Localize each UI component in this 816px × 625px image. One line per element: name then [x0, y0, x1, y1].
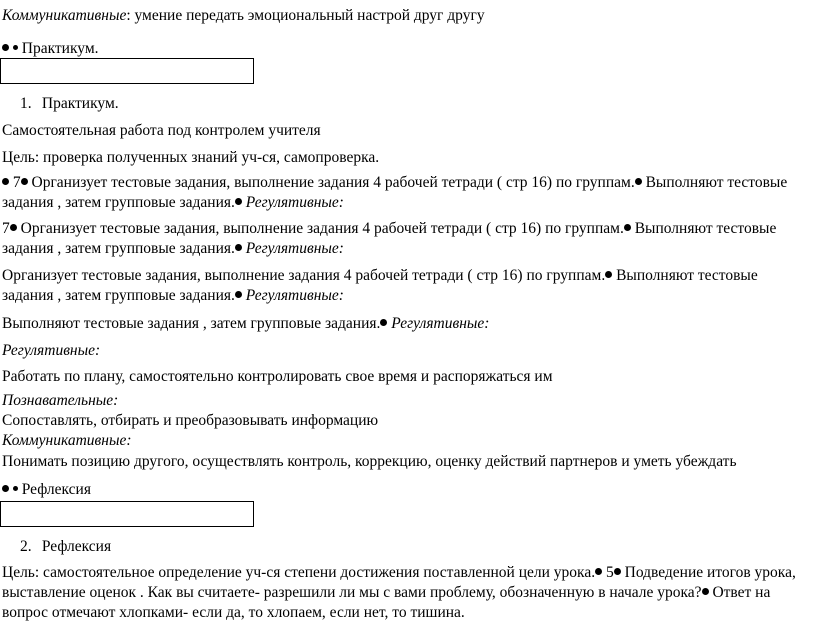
step-paragraph-3	[2, 266, 782, 306]
bullet-icon	[235, 244, 242, 251]
bullet-icon	[2, 44, 9, 51]
list-number: 1.	[20, 95, 32, 112]
paragraph-work: Самостоятельная работа под контролем учителя	[2, 122, 321, 139]
numbered-item-2	[20, 537, 111, 557]
empty-field-box	[0, 58, 254, 84]
regulatory-heading: Регулятивные:	[2, 342, 101, 359]
step-paragraph-4	[2, 314, 489, 334]
bullet-icon	[235, 291, 242, 298]
numbered-item-1	[20, 94, 119, 114]
final-goal-text: Цель: самостоятельное определение уч-ся степени достижения поставленной цели урока.	[2, 564, 596, 581]
bullet-icon	[624, 224, 631, 231]
cognitive-heading: Познавательные:	[2, 392, 119, 409]
bullet-practicum	[2, 39, 99, 59]
step-number: 7	[12, 174, 21, 191]
list-number: 2.	[20, 538, 32, 555]
organize-text: Организует тестовые задания, выполнение задания 4 рабочей тетради ( стр 16) по группам.	[2, 267, 606, 284]
bullet-reflection-text: Рефлексия	[21, 481, 91, 498]
regulatory-label: Регулятивные:	[391, 315, 490, 332]
empty-field-box	[0, 501, 254, 527]
bullet-icon	[10, 224, 17, 231]
organize-text: Организует тестовые задания, выполнение задания 4 рабочей тетради ( стр 16) по группам.	[20, 220, 624, 237]
bullet-icon	[13, 45, 18, 50]
final-paragraph	[2, 563, 808, 623]
perform-text: Выполняют	[645, 174, 724, 191]
bullet-practicum-text: Практикум.	[21, 40, 99, 57]
bullet-icon	[595, 568, 602, 575]
perform-text-cont: тестовые задания , затем групповые задания.	[2, 174, 788, 211]
bullet-icon	[380, 319, 387, 326]
bullet-icon	[235, 198, 242, 205]
perform-text: Выполняют	[616, 267, 694, 284]
regulatory-label: Регулятивные:	[245, 287, 344, 304]
bullet-icon	[605, 271, 612, 278]
regulatory-text: Работать по плану, самостоятельно контролировать свое время и распоряжаться им	[2, 368, 553, 385]
perform-text-cont: тестовые задания , затем групповые задания.	[2, 220, 777, 257]
bullet-icon	[2, 485, 9, 492]
perform-text-cont: тестовые задания , затем групповые задания.	[2, 267, 758, 304]
step-number: 7	[2, 220, 10, 237]
intro-text: : умение передать эмоциональный настрой друг другу	[126, 7, 485, 24]
cognitive-text: Сопоставлять, отбирать и преобразовывать информацию	[2, 412, 379, 429]
intro-line	[2, 6, 485, 26]
perform-text: Выполняют тестовые задания , затем групповые задания.	[2, 315, 381, 332]
answer-text: Ответ на вопрос отмечают хлопками- если да, то хлопаем, если нет, то тишина.	[2, 584, 771, 621]
step-number: 5	[606, 564, 614, 581]
communicative-label: Коммуникативные	[2, 7, 127, 24]
bullet-icon	[614, 568, 621, 575]
regulatory-label: Регулятивные:	[245, 240, 344, 257]
communicative-heading: Коммуникативные:	[2, 432, 132, 449]
bullet-reflection	[2, 480, 91, 500]
summary-text: Подведение итогов урока, выставление оценок . Как вы считаете- разрешили ли мы с вами проблему, обозначенную в начале урока?	[2, 564, 796, 601]
bullet-icon	[702, 588, 709, 595]
bullet-icon	[13, 486, 18, 491]
paragraph-goal: Цель: проверка полученных знаний уч-ся, самопроверка.	[2, 149, 380, 166]
organize-text: Организует тестовые задания, выполнение задания 4 рабочей тетради ( стр 16) по группам.	[31, 174, 635, 191]
bullet-icon	[21, 178, 28, 185]
list-text: Рефлексия	[41, 538, 112, 555]
bullet-icon	[2, 178, 9, 185]
bullet-icon	[635, 178, 642, 185]
step-paragraph-1	[2, 173, 810, 213]
list-text: Практикум.	[41, 95, 119, 112]
communicative-text: Понимать позицию другого, осуществлять контроль, коррекцию, оценку действий партнеров и уметь убеждать	[2, 453, 737, 470]
regulatory-label: Регулятивные:	[245, 194, 344, 211]
perform-text: Выполняют	[634, 220, 713, 237]
step-paragraph-2	[2, 219, 810, 259]
